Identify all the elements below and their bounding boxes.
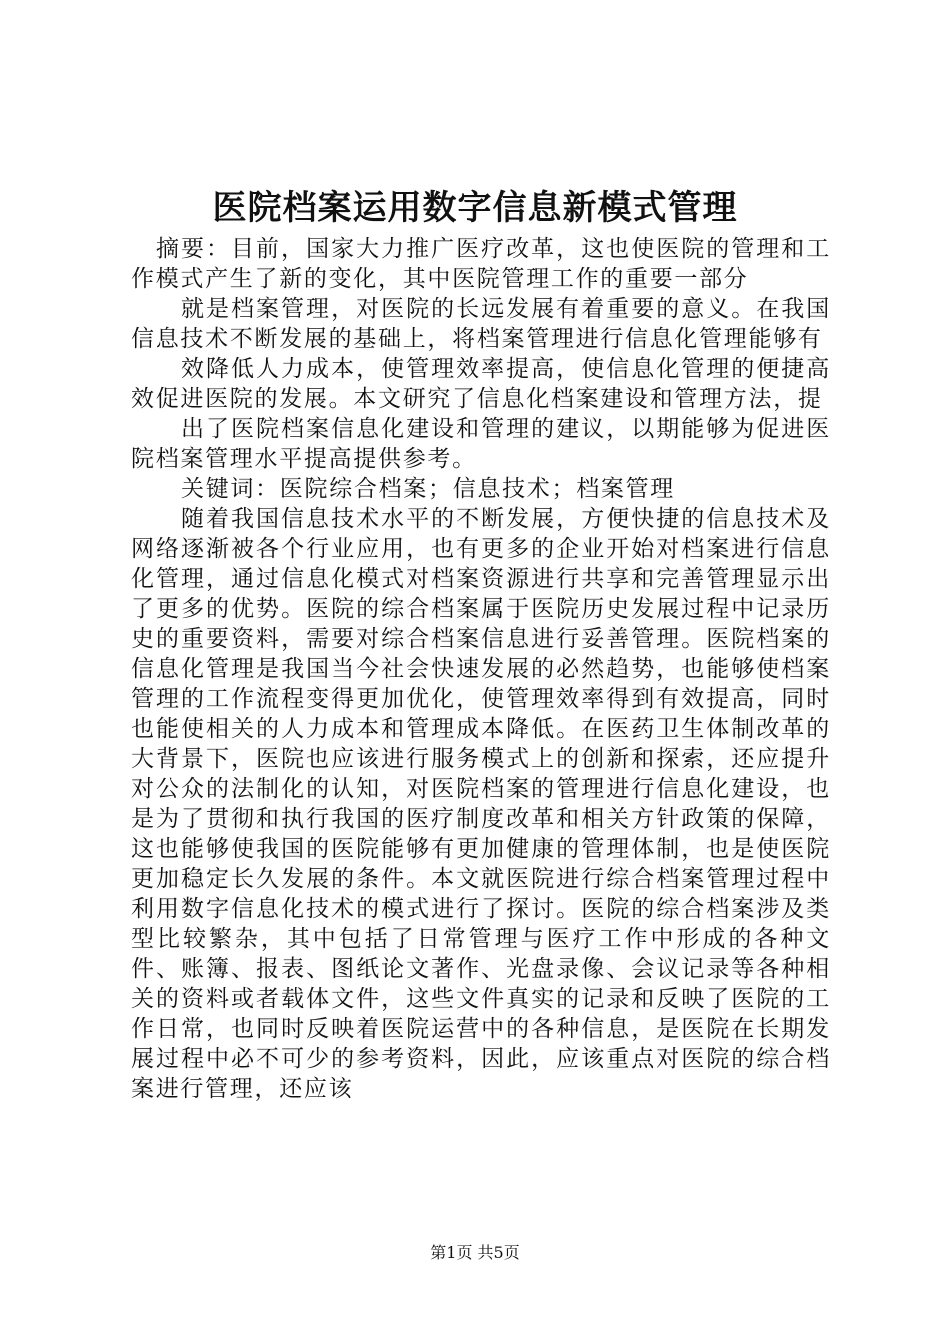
abstract-continuation-2: 效降低人力成本，使管理效率提高，使信息化管理的便捷高效促进医院的发展。本文研究了信息化档案建设和管理方法，提 — [131, 356, 831, 412]
keywords-line: 关键词：医院综合档案；信息技术；档案管理 — [181, 476, 675, 502]
body-paragraph: 随着我国信息技术水平的不断发展，方便快捷的信息技术及网络逐渐被各个行业应用，也有更多的企业开始对档案进行信息化管理，通过信息化模式对档案资源进行共享和完善管理显示出了更多的优势。医院的综合档案属于医院历史发展过程中记录历史的重要资料，需要对综合档案信息进行妥善管理。医院档案的信息化管理是我国当今社会快速发展的必然趋势，也能够使档案管理的工作流程变得更加优化，使管理效率得到有效提高，同时也能使相关的人力成本和管理成本降低。在医药卫生体制改革的大背景下，医院也应该进行服务模式上的创新和探索，还应提升对公众的法制化的认知，对医院档案的管理进行信息化建设，也是为了贯彻和执行我国的医疗制度改革和相关方针政策的保障，这也能够使我国的医院能够有更加健康的管理体制，也是使医院更加稳定长久发展的条件。本文就医院进行综合档案管理过程中利用数字信息化技术的模式进行了探讨。医院的综合档案涉及类型比较繁杂，其中包括了日常管理与医疗工作中形成的各种文件、账簿、报表、图纸论文著作、光盘录像、会议记录等各种相关的资料或者载体文件，这些文件真实的记录和反映了医院的工作日常，也同时反映着医院运营中的各种信息，是医院在长期发展过程中必不可少的参考资料，因此，应该重点对医院的综合档案进行管理，还应该 — [131, 506, 831, 1102]
abstract-paragraph: 摘要：目前，国家大力推广医疗改革，这也使医院的管理和工作模式产生了新的变化，其中医院管理工作的重要一部分 — [131, 236, 831, 292]
abstract-continuation-1: 就是档案管理，对医院的长远发展有着重要的意义。在我国信息技术不断发展的基础上，将档案管理进行信息化管理能够有 — [131, 296, 831, 352]
abstract-continuation-3: 出了医院档案信息化建设和管理的建议，以期能够为促进医院档案管理水平提高提供参考。 — [131, 416, 831, 472]
document-body — [131, 234, 831, 1104]
document-title: 医院档案运用数字信息新模式管理 — [212, 188, 738, 228]
page-number-footer: 第1页 共5页 — [430, 1243, 520, 1262]
